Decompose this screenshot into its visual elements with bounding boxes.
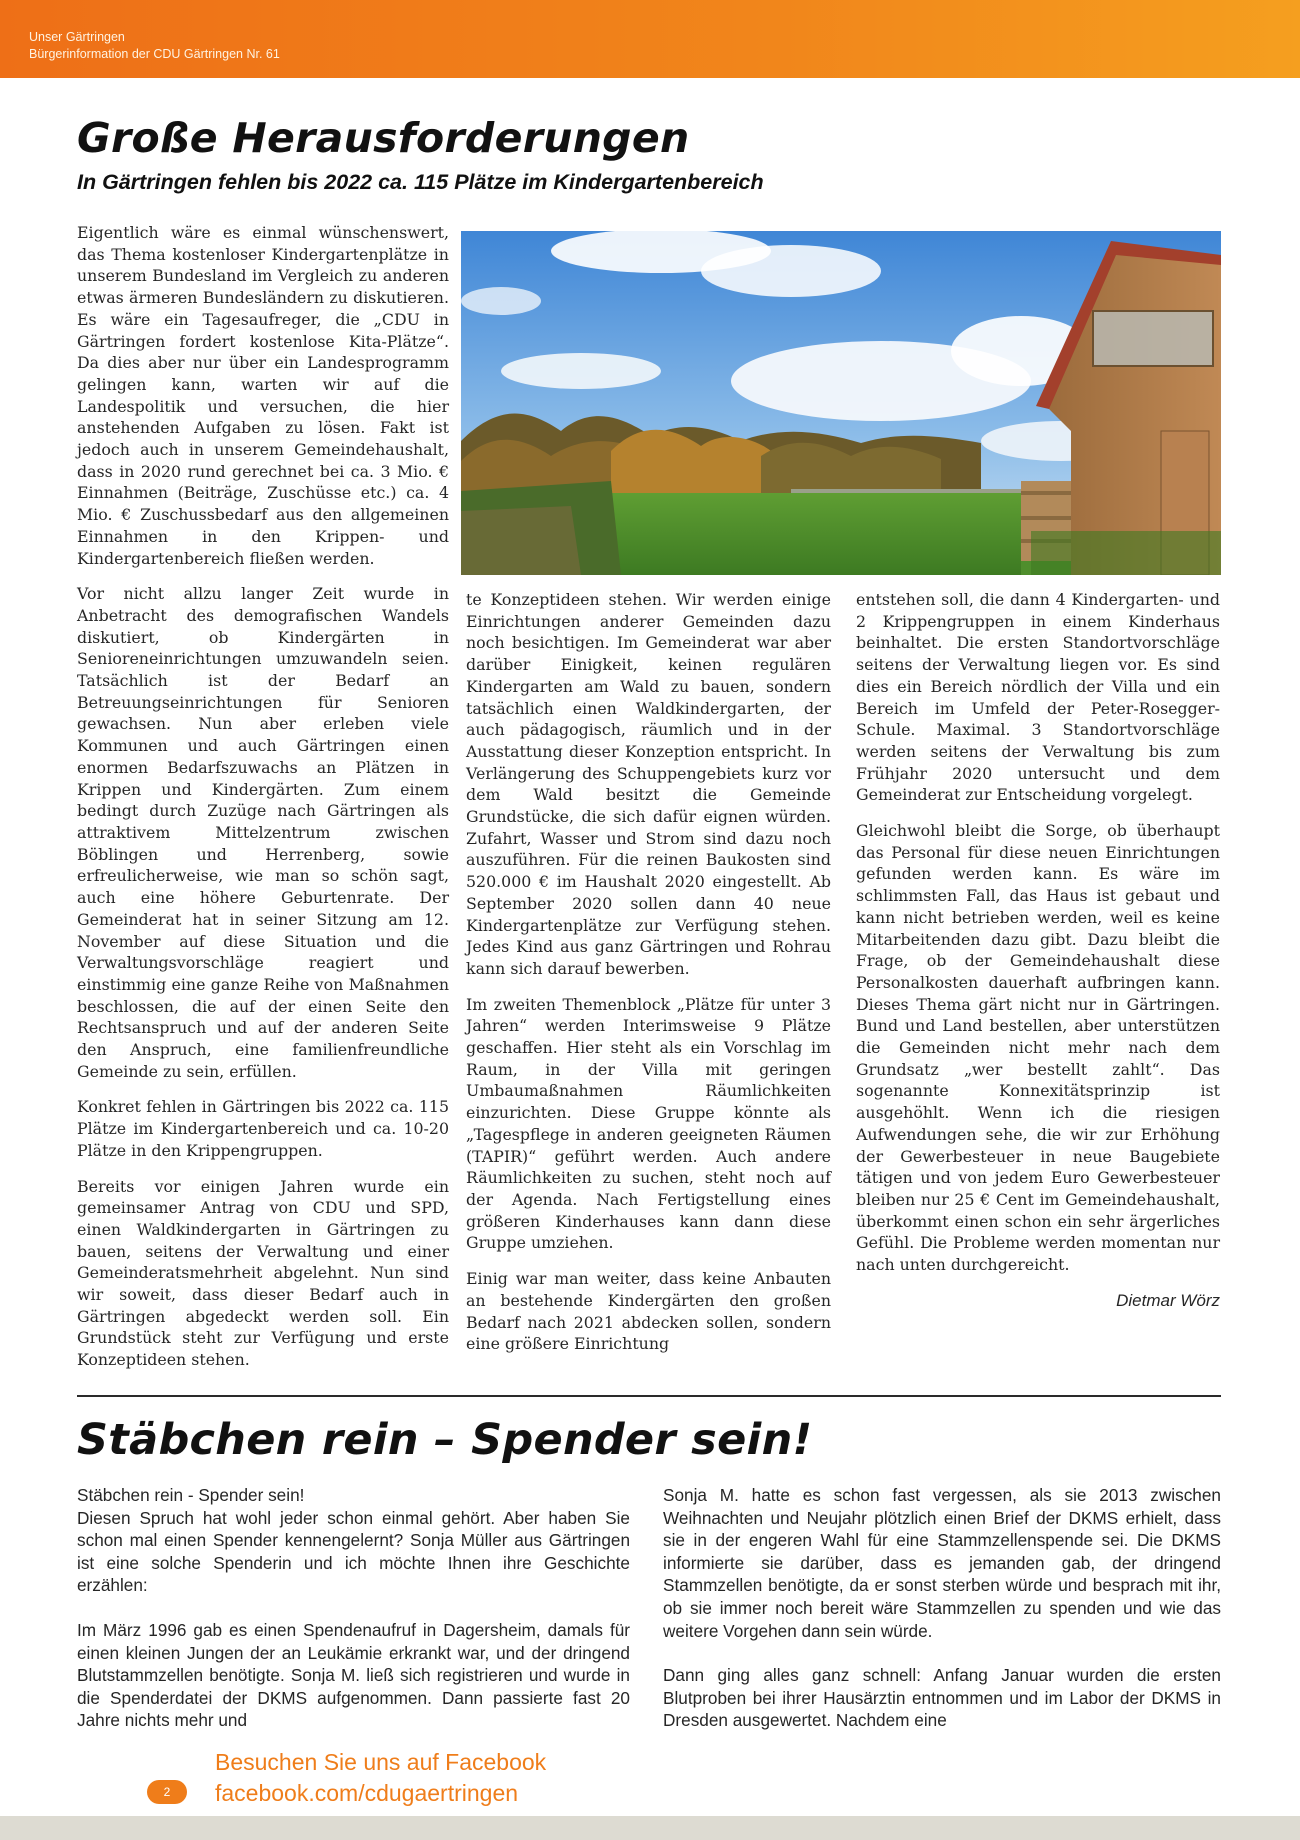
paragraph: Vor nicht allzu langer Zeit wurde in Anbetracht des demografischen Wandels diskutiert, ob Kindergärten in Senioreneinrichtungen umzuwandeln seien. Tatsächlich ist der Bedarf an Betreuungseinrichtungen für Senioren gewachsen. Nun aber erleben viele Kommunen und auch Gärtringen einen enormen Bedarfszuwachs an Plätzen in Krippen und Kindergärten. Zum einem bedingt durch Zuzüge nach Gärtringen als attraktivem Mittelzentrum zwischen Böblingen und Herrenberg, sowie erfreulicherweise, wie man so schön sagt, auch eine höhere Geburtenrate. Der Gemeinderat hat in seiner Sitzung am 12. November auf diese Situation und die Verwaltungsvorschläge reagiert und einstimmig eine ganze Reihe von Maßnahmen beschlossen, die auf der einen Seite den Rechtsanspruch und auf der anderen Seite den Anspruch, eine familienfreundliche Gemeinde zu sein, erfüllen.	[77, 584, 449, 1081]
paragraph: Im zweiten Themenblock „Plätze für unter 3 Jahren“ werden Interimsweise 9 Plätze geschaffen. Hier steht als ein Vorschlag im Raum, in der Villa mit geringen Umbaumaßnahmen Räumlichkeiten einzurichten. Diese Gruppe könnte als „Tagespflege in anderen geeigneten Räumen (TAPIR)“ geführt werden. Auch andere Räumlichkeiten zu suchen, steht noch auf der Agenda. Nach Fertigstellung eines größeren Kinderhauses kann dann diese Gruppe umziehen.	[466, 994, 831, 1253]
header-bar	[0, 0, 1300, 78]
article-column-3	[856, 589, 1220, 1312]
article-title: Große Herausforderungen	[77, 114, 690, 162]
article-subtitle: In Gärtringen fehlen bis 2022 ca. 115 Plätze im Kindergartenbereich	[77, 170, 764, 194]
paragraph: Sonja M. hatte es schon fast vergessen, als sie 2013 zwischen Weihnachten und Neujahr plötzlich einen Brief der DKMS erhielt, dass sie in der engeren Wahl für eine Stammzellenspende sei. Die DKMS informierte sie darüber, dass es jemanden gab, der dringend Stammzellen benötigte, da er sonst sterben würde und besprach mit ihr, ob sie immer noch bereit wäre Stammzellen zu spenden und wie das weitere Vorgehen dann sein würde.	[663, 1485, 1221, 1641]
publication-subtitle: Bürgerinformation der CDU Gärtringen Nr. 61	[29, 47, 280, 61]
article-column-2	[466, 589, 831, 1369]
article-2-column-1	[77, 1484, 630, 1754]
article-2-title: Stäbchen rein – Spender sein!	[77, 1415, 813, 1465]
footer-bar	[0, 1816, 1300, 1840]
paragraph: Im März 1996 gab es einen Spendenaufruf in Dagersheim, damals für einen kleinen Jungen der an Leukämie erkrankt war, und der dringend Blutstammzellen benötigte. Sonja M. ließ sich registrieren und wurde in die Spenderdatei der DKMS aufgenommen. Dann passierte fast 20 Jahre nichts mehr und	[77, 1619, 630, 1731]
section-divider	[77, 1395, 1221, 1397]
publication-name: Unser Gärtringen	[29, 30, 125, 44]
paragraph: te Konzeptideen stehen. Wir werden einige Einrichtungen anderer Gemeinden dazu noch besichtigen. Im Gemeinderat war aber darüber Einigkeit, keinen regulären Kindergarten am Wald zu bauen, sondern tatsächlich einen Waldkindergarten, der auch pädagogisch, räumlich und in der Ausstattung dieser Konzeption entspricht. In Verlängerung des Schuppengebiets kurz vor dem Wald besitzt die Gemeinde Grundstücke, die sich dafür eignen würden. Zufahrt, Wasser und Strom sind dazu noch auszuführen. Für die reinen Baukosten sind 520.000 € im Haushalt 2020 eingestellt. Ab September 2020 sollen dann 40 neue Kindergartenplätze zur Verfügung stehen. Jedes Kind aus ganz Gärtringen und Rohrau kann sich darauf bewerben.	[466, 590, 831, 978]
paragraph: Einig war man weiter, dass keine Anbauten an bestehende Kindergärten den großen Bedarf nach 2021 abdecken sollen, sondern eine größere Einrichtung	[466, 1269, 831, 1354]
paragraph: Stäbchen rein - Spender sein! Diesen Spruch hat wohl jeder schon einmal gehört. Aber haben Sie schon mal einen Spender kennengelernt? Sonja Müller aus Gärtringen ist eine solche Spenderin und ich möchte Ihnen ihre Geschichte erzählen:	[77, 1485, 630, 1596]
paragraph: Gleichwohl bleibt die Sorge, ob überhaupt das Personal für diese neuen Einrichtungen gefunden werden kann. Es wäre im schlimmsten Fall, das Haus ist gebaut und kann nicht betrieben werden, weil es keine Mitarbeitenden dazu gibt. Dazu bleibt die Frage, ob der Gemeindehaushalt diese Personalkosten dauerhaft aufbringen kann. Dieses Thema gärt nicht nur in Gärtringen. Bund und Land bestellen, aber unterstützen die Gemeinden nicht mehr nach dem Grundsatz „wer bestellt zahlt“. Das sogenannte Konnexitätsprinzip ist ausgehöhlt. Wenn ich die riesigen Aufwendungen sehe, die wir zur Erhöhung der Gewerbesteuer in neue Baugebiete tätigen und von jedem Euro Gewerbesteuer bleiben nur 25 € Cent im Gemeindehaushalt, überkommt einen schon ein sehr ärgerliches Gefühl. Die Probleme werden momentan nur nach unten durchgereicht.	[856, 821, 1220, 1275]
article-photo	[461, 231, 1221, 575]
page-number-badge: 2	[147, 1780, 187, 1804]
article-2-column-2	[663, 1484, 1221, 1754]
paragraph: Bereits vor einigen Jahren wurde ein gemeinsamer Antrag von CDU und SPD, einen Waldkindergarten in Gärtringen zu bauen, seitens der Verwaltung und einer Gemeinderatsmehrheit abgelehnt. Nun sind wir soweit, dass dieser Bedarf auch in Gärtringen abgedeckt werden soll. Ein Grundstück steht zur Verfügung und erste Konzeptideen stehen.	[77, 1176, 449, 1370]
paragraph: Dann ging alles ganz schnell: Anfang Januar wurden die ersten Blutproben bei ihrer Hausärztin entnommen und im Labor der DKMS in Dresden ausgewertet. Nachdem eine	[663, 1665, 1221, 1731]
paragraph: entstehen soll, die dann 4 Kindergarten- und 2 Krippengruppen in einem Kinderhaus beinhaltet. Die ersten Standortvorschläge seitens der Verwaltung liegen vor. Es sind dies ein Bereich nördlich der Villa und ein Bereich im Umfeld der Peter-Rosegger-Schule. Maximal. 3 Standortvorschläge werden seitens der Verwaltung bis zum Frühjahr 2020 untersucht und dem Gemeinderat zur Entscheidung vorgelegt.	[856, 590, 1220, 805]
paragraph: Eigentlich wäre es einmal wünschenswert, das Thema kostenloser Kindergartenplätze in unserem Bundesland im Vergleich zu anderen etwas ärmeren Bundesländern zu diskutieren. Es wäre ein Tagesaufreger, die „CDU in Gärtringen fordert kostenlose Kita-Plätze“. Da dies aber nur über ein Landesprogramm gelingen kann, warten wir auf die Landespolitik und versuchen, die hier anstehenden Aufgaben zu lösen. Fakt ist jedoch auch in unserem Gemeindehaushalt, dass in 2020 rund gerechnet bei ca. 3 Mio. € Einnahmen (Beiträge, Zuschüsse etc.) ca. 4 Mio. € Zuschussbedarf aus den allgemeinen Einnahmen in den Krippen- und Kindergartenbereich fließen werden.	[77, 223, 449, 568]
facebook-promo-text: Besuchen Sie uns auf Facebook	[215, 1749, 547, 1775]
facebook-link[interactable]: facebook.com/cdugaertringen	[215, 1780, 519, 1806]
author-signature: Dietmar Wörz	[1116, 1290, 1220, 1310]
paragraph: Konkret fehlen in Gärtringen bis 2022 ca. 115 Plätze im Kindergartenbereich und ca. 10-20 Plätze in den Krippengruppen.	[77, 1097, 449, 1160]
article-column-1	[77, 222, 449, 1385]
